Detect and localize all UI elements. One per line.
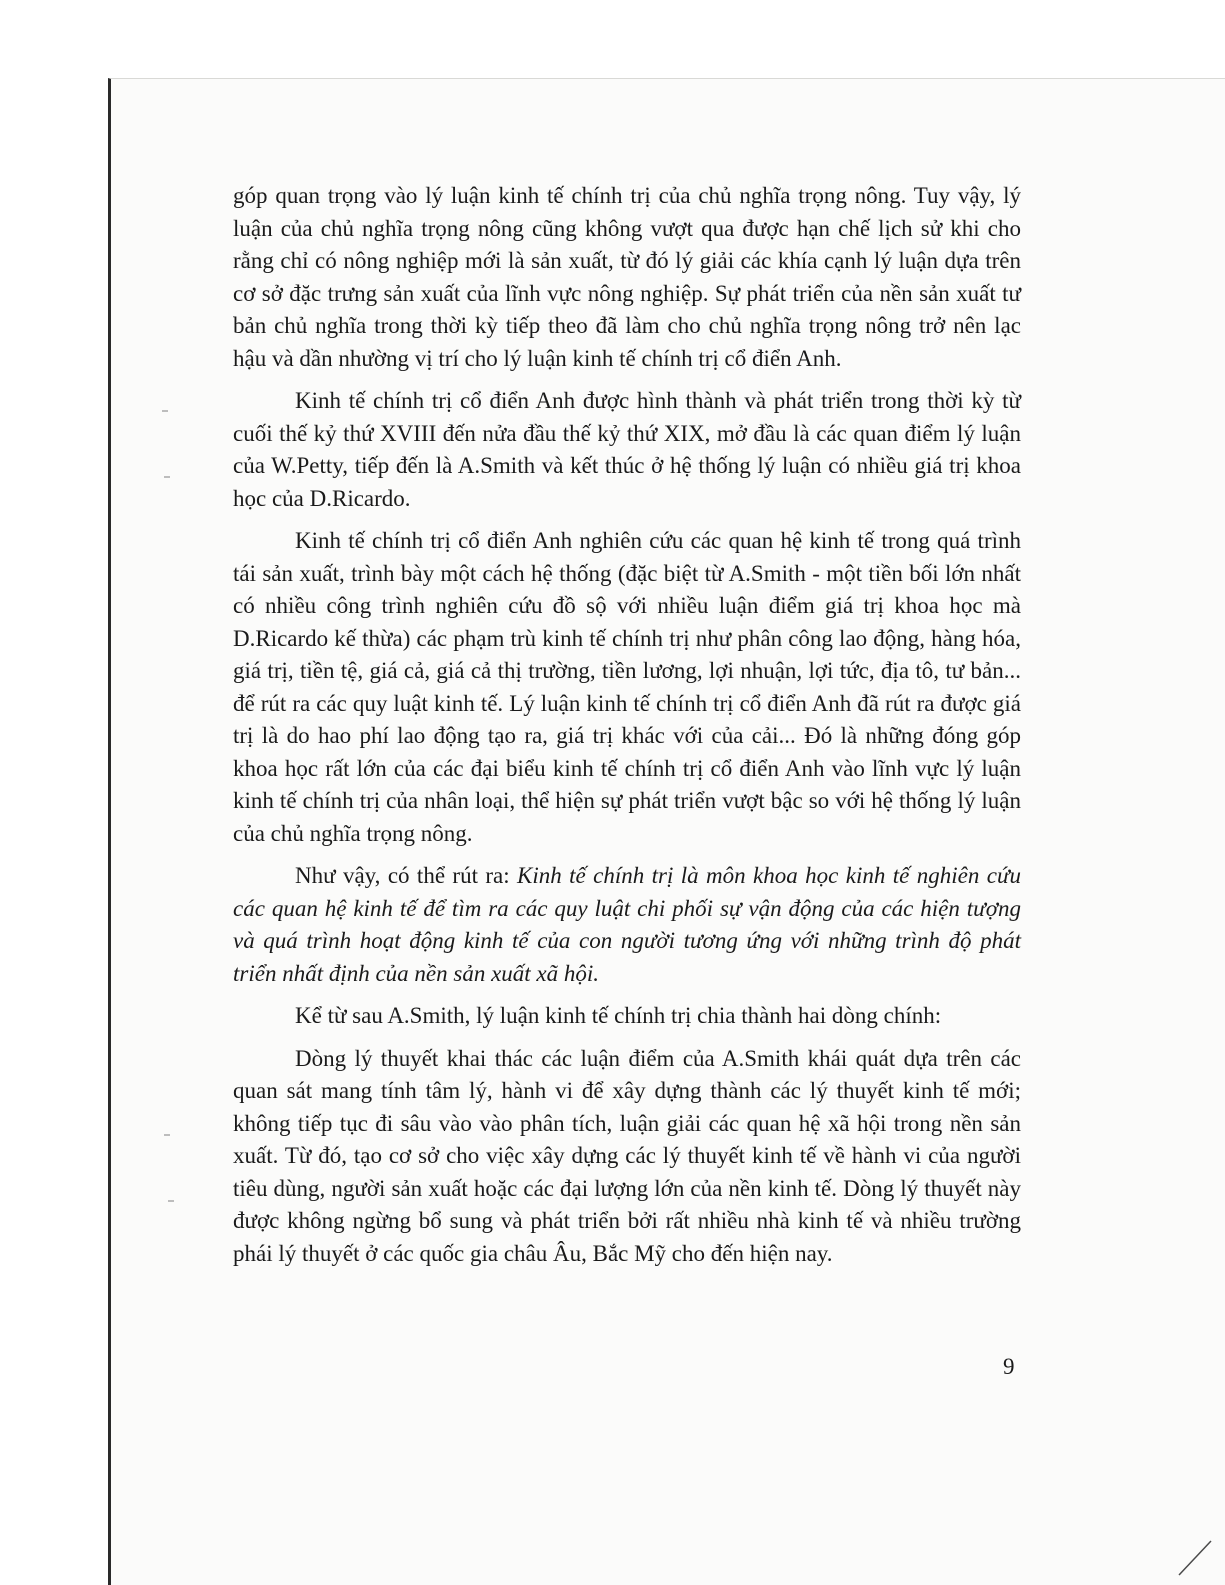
paragraph: góp quan trọng vào lý luận kinh tế chính trị của chủ nghĩa trọng nông. Tuy vậy, lý luận của chủ nghĩa trọng nông cũng không vượt qua được hạn chế lịch sử khi cho rằng chỉ có nông nghiệp mới là sản xuất, từ đó lý giải các khía cạnh lý luận dựa trên cơ sở đặc trưng sản xuất của lĩnh vực nông nghiệp. Sự phát triển của nền sản xuất tư bản chủ nghĩa trong thời kỳ tiếp theo đã làm cho chủ nghĩa trọng nông trở nên lạc hậu và dần nhường vị trí cho lý luận kinh tế chính trị cổ điển Anh. (233, 183, 1021, 371)
definition-paragraph (233, 860, 1021, 990)
scan-speck (168, 1200, 174, 1202)
page-body (233, 180, 1021, 1270)
scan-background (0, 0, 1225, 78)
paragraph: Kinh tế chính trị cổ điển Anh được hình thành và phát triển trong thời kỳ từ cuối thế kỷ thứ XVIII đến nửa đầu thế kỷ thứ XIX, mở đầu là các quan điểm lý luận của W.Petty, tiếp đến là A.Smith và kết thúc ở hệ thống lý luận có nhiều giá trị khoa học của D.Ricardo. (233, 388, 1021, 511)
scan-speck (164, 476, 170, 478)
definition-text: Kinh tế chính trị là môn khoa học kinh tế nghiên cứu các quan hệ kinh tế để tìm ra các quy luật chi phối sự vận động của các hiện tượng và quá trình hoạt động kinh tế của con người tương ứng với những trình độ phát triển nhất định của nền sản xuất xã hội. (233, 863, 1022, 986)
paragraph: Kinh tế chính trị cổ điển Anh nghiên cứu các quan hệ kinh tế trong quá trình tái sản xuất, trình bày một cách hệ thống (đặc biệt từ A.Smith - một tiền bối lớn nhất có nhiều công trình nghiên cứu đồ sộ với nhiều luận điểm giá trị khoa học mà D.Ricardo kế thừa) các phạm trù kinh tế chính trị như phân công lao động, hàng hóa, giá trị, tiền tệ, giá cả, giá cả thị trường, tiền lương, lợi nhuận, lợi tức, địa tô, tư bản... để rút ra các quy luật kinh tế. Lý luận kinh tế chính trị cổ điển Anh đã rút ra được giá trị là do hao phí lao động tạo ra, giá trị khác với của cải... Đó là những đóng góp khoa học rất lớn của các đại biểu kinh tế chính trị cổ điển Anh vào lĩnh vực lý luận kinh tế chính trị của nhân loại, thể hiện sự phát triển vượt bậc so với hệ thống lý luận của chủ nghĩa trọng nông. (233, 528, 1021, 846)
definition-lead: Như vậy, có thể rút ra: (295, 863, 518, 888)
paragraph: Kể từ sau A.Smith, lý luận kinh tế chính trị chia thành hai dòng chính: (295, 1003, 942, 1028)
scan-speck (164, 1134, 170, 1136)
scan-speck (162, 410, 168, 412)
page-number: 9 (1003, 1354, 1015, 1379)
paragraph: Dòng lý thuyết khai thác các luận điểm của A.Smith khái quát dựa trên các quan sát mang tính tâm lý, hành vi để xây dựng thành các lý thuyết kinh tế mới; không tiếp tục đi sâu vào vào phân tích, luận giải các quan hệ xã hội trong nền sản xuất. Từ đó, tạo cơ sở cho việc xây dựng các lý thuyết kinh tế về hành vi của người tiêu dùng, người sản xuất hoặc các đại lượng lớn của nền kinh tế. Dòng lý thuyết này được không ngừng bổ sung và phát triển bởi rất nhiều nhà kinh tế và nhiều trường phái lý thuyết ở các quốc gia châu Âu, Bắc Mỹ cho đến hiện nay. (233, 1045, 1021, 1266)
page-corner-mark (1175, 1537, 1215, 1577)
